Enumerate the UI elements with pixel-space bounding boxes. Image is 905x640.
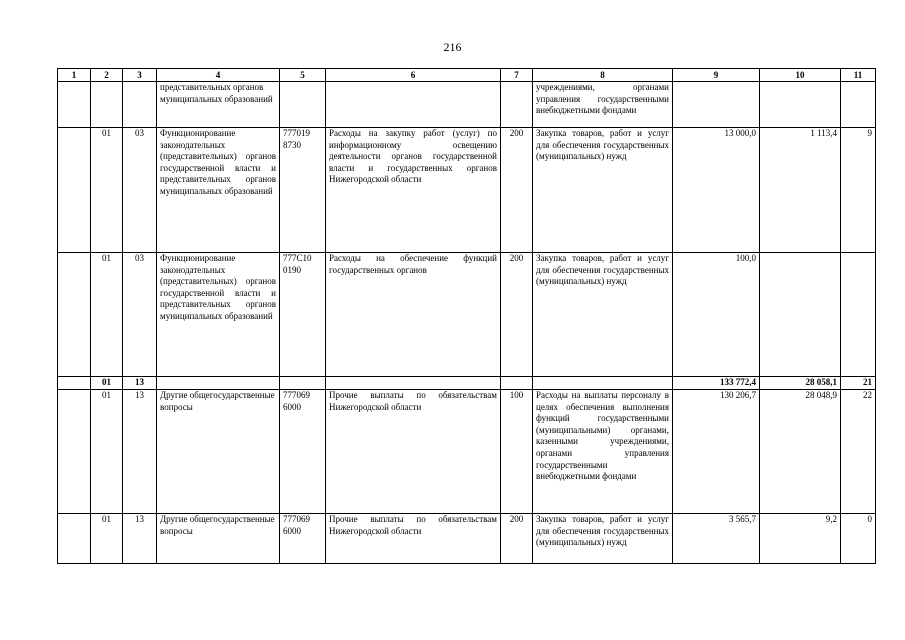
table-cell bbox=[123, 82, 157, 128]
table-cell: 777С10 0190 bbox=[280, 253, 326, 377]
table-cell: 03 bbox=[123, 253, 157, 377]
table-cell: 21 bbox=[841, 377, 876, 390]
table-cell: 28 058,1 bbox=[760, 377, 841, 390]
table-cell: Другие общегосударственные вопросы bbox=[157, 514, 280, 564]
table-cell: 01 bbox=[91, 514, 123, 564]
table-cell: 133 772,4 bbox=[673, 377, 760, 390]
table-cell: 100,0 bbox=[673, 253, 760, 377]
table-cell: 200 bbox=[501, 514, 533, 564]
table-cell: 01 bbox=[91, 390, 123, 514]
table-cell bbox=[58, 377, 91, 390]
table-cell bbox=[841, 253, 876, 377]
table-cell: 3 565,7 bbox=[673, 514, 760, 564]
table-cell bbox=[533, 377, 673, 390]
column-header: 11 bbox=[841, 69, 876, 82]
column-header: 2 bbox=[91, 69, 123, 82]
table-cell: Другие общегосударственные вопросы bbox=[157, 390, 280, 514]
table-cell bbox=[280, 377, 326, 390]
table-cell: Функционирование законодательных (представительных) органов государственной власти и представительных органов муниципальных образований bbox=[157, 128, 280, 253]
table-cell: 03 bbox=[123, 128, 157, 253]
table-cell bbox=[326, 82, 501, 128]
table-cell: Закупка товаров, работ и услуг для обеспечения государственных (муниципальных) нужд bbox=[533, 128, 673, 253]
table-row bbox=[58, 253, 876, 377]
table-cell bbox=[58, 128, 91, 253]
table-cell: представительных органов муниципальных образований bbox=[157, 82, 280, 128]
table-cell: 28 048,9 bbox=[760, 390, 841, 514]
table-cell: Расходы на выплаты персоналу в целях обеспечения выполнения функций государственными (муниципальными) органами, казенными учреждениями, органами управления государственными внебюджетными фондами bbox=[533, 390, 673, 514]
budget-table bbox=[57, 68, 876, 564]
table-cell: 200 bbox=[501, 253, 533, 377]
column-header: 3 bbox=[123, 69, 157, 82]
table-cell bbox=[58, 514, 91, 564]
column-header: 7 bbox=[501, 69, 533, 82]
table-cell: 01 bbox=[91, 128, 123, 253]
table-cell bbox=[58, 390, 91, 514]
table-header-row bbox=[58, 69, 876, 82]
table-cell: Закупка товаров, работ и услуг для обеспечения государственных (муниципальных) нужд bbox=[533, 514, 673, 564]
table-cell: Расходы на закупку работ (услуг) по информационному освещению деятельности органов государственной власти и государственных органов Нижегородской области bbox=[326, 128, 501, 253]
table-row bbox=[58, 514, 876, 564]
table-cell: Расходы на обеспечение функций государственных органов bbox=[326, 253, 501, 377]
table-cell bbox=[157, 377, 280, 390]
table-cell: 13 bbox=[123, 377, 157, 390]
table-cell: 777069 6000 bbox=[280, 514, 326, 564]
column-header: 6 bbox=[326, 69, 501, 82]
table-cell bbox=[760, 253, 841, 377]
column-header: 1 bbox=[58, 69, 91, 82]
table-cell bbox=[760, 82, 841, 128]
table-cell bbox=[280, 82, 326, 128]
table-cell: 13 000,0 bbox=[673, 128, 760, 253]
column-header: 10 bbox=[760, 69, 841, 82]
table-row bbox=[58, 390, 876, 514]
table-cell bbox=[501, 82, 533, 128]
subtotal-row bbox=[58, 377, 876, 390]
table-row bbox=[58, 128, 876, 253]
table-cell: Прочие выплаты по обязательствам Нижегородской области bbox=[326, 514, 501, 564]
table-cell bbox=[58, 253, 91, 377]
table-cell: 01 bbox=[91, 377, 123, 390]
column-header: 8 bbox=[533, 69, 673, 82]
table-cell: 777069 6000 bbox=[280, 390, 326, 514]
table-cell: 130 206,7 bbox=[673, 390, 760, 514]
table-cell: 0 bbox=[841, 514, 876, 564]
page-number: 216 bbox=[443, 40, 462, 54]
table-cell: 9 bbox=[841, 128, 876, 253]
table-cell bbox=[326, 377, 501, 390]
table-cell: Прочие выплаты по обязательствам Нижегородской области bbox=[326, 390, 501, 514]
table-cell: 1 113,4 bbox=[760, 128, 841, 253]
column-header: 5 bbox=[280, 69, 326, 82]
table-cell: учреждениями, органами управления государственными внебюджетными фондами bbox=[533, 82, 673, 128]
table-cell bbox=[91, 82, 123, 128]
table-cell: 200 bbox=[501, 128, 533, 253]
table-cell bbox=[841, 82, 876, 128]
table-cell: 01 bbox=[91, 253, 123, 377]
table-cell: 13 bbox=[123, 514, 157, 564]
column-header: 9 bbox=[673, 69, 760, 82]
table-cell bbox=[501, 377, 533, 390]
table-cell: 9,2 bbox=[760, 514, 841, 564]
column-header: 4 bbox=[157, 69, 280, 82]
table-cell bbox=[58, 82, 91, 128]
table-cell: 100 bbox=[501, 390, 533, 514]
table-cell: 13 bbox=[123, 390, 157, 514]
table-row bbox=[58, 82, 876, 128]
table-cell: Функционирование законодательных (представительных) органов государственной власти и представительных органов муниципальных образований bbox=[157, 253, 280, 377]
table-cell: Закупка товаров, работ и услуг для обеспечения государственных (муниципальных) нужд bbox=[533, 253, 673, 377]
table-cell: 22 bbox=[841, 390, 876, 514]
table-cell bbox=[673, 82, 760, 128]
table-cell: 777019 8730 bbox=[280, 128, 326, 253]
